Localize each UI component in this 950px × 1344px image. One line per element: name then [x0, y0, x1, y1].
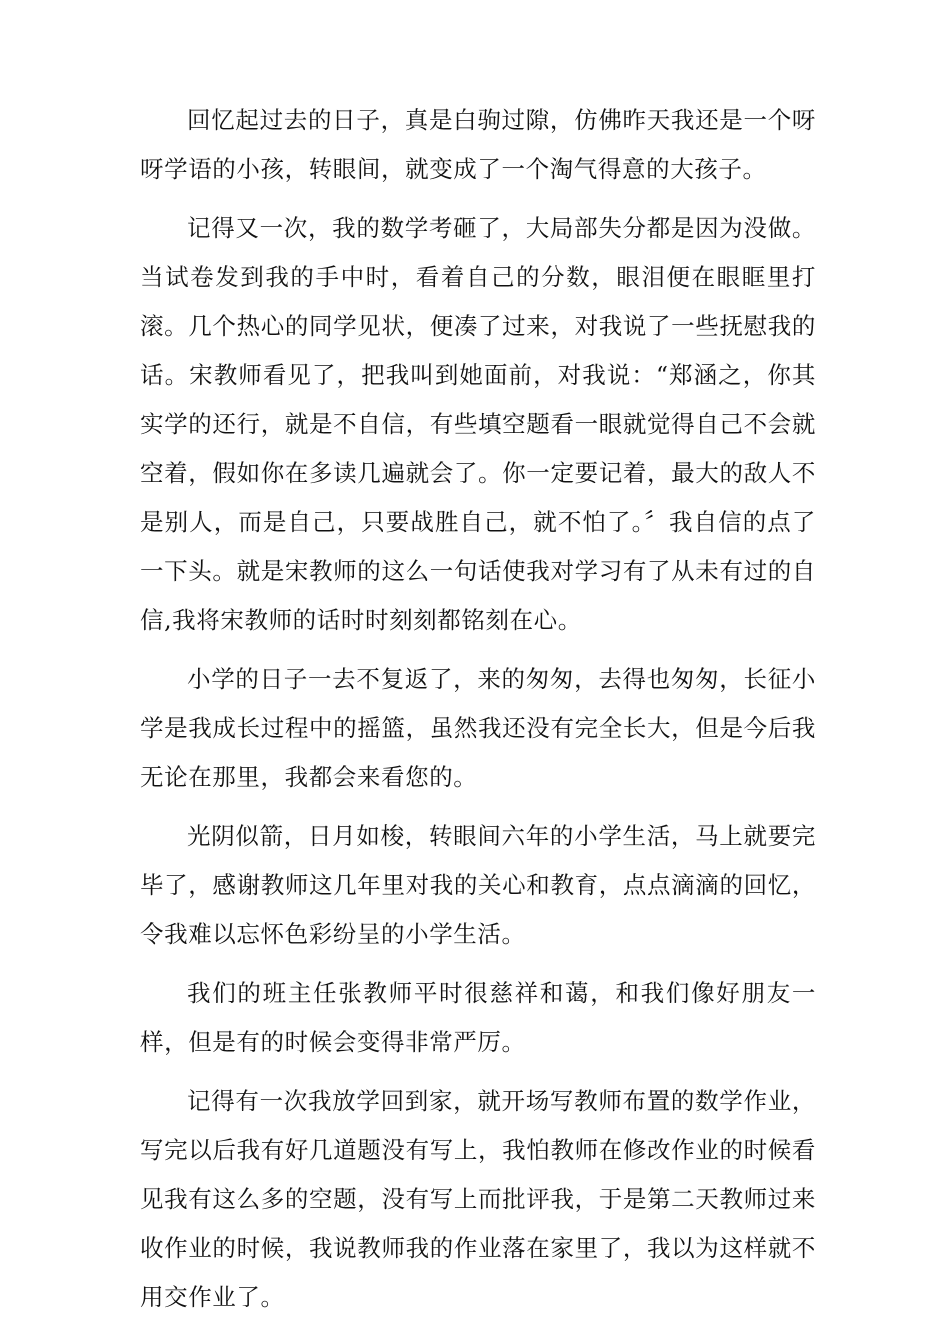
paragraph-3: 小学的日子一去不复返了，来的匆匆，去得也匆匆，长征小学是我成长过程中的摇篮，虽然我还没有完全长大，但是今后我无论在那里，我都会来看您的。 [140, 665, 816, 791]
paragraph-2: 记得又一次，我的数学考砸了，大局部失分都是因为没做。当试卷发到我的手中时，看着自己的分数，眼泪便在眼眶里打滚。几个热心的同学见状，便凑了过来，对我说了一些抚慰我的话。宋教师看见了，把我叫到她面前，对我说：“郑涵之，你其实学的还行，就是不自信，有些填空题看一眼就觉得自己不会就空着，假如你在多读几遍就会了。你一定要记着，最大的敌人不是别人，而是自己，只要战胜自己，就不怕了。〞我自信的点了一下头。就是宋教师的这么一句话使我对学习有了从未有过的自信,我将宋教师的话时时刻刻都铭刻在心。 [140, 214, 816, 634]
document-body [140, 96, 816, 1332]
paragraph-1: 回忆起过去的日子，真是白驹过隙，仿佛昨天我还是一个呀呀学语的小孩，转眼间，就变成了一个淘气得意的大孩子。 [140, 106, 816, 183]
paragraph-4: 光阴似箭，日月如梭，转眼间六年的小学生活，马上就要完毕了，感谢教师这几年里对我的关心和教育，点点滴滴的回忆，令我难以忘怀色彩纷呈的小学生活。 [140, 822, 816, 948]
paragraph-6: 记得有一次我放学回到家，就开场写教师布置的数学作业，写完以后我有好几道题没有写上，我怕教师在修改作业的时候看见我有这么多的空题，没有写上而批评我，于是第二天教师过来收作业的时候，我说教师我的作业落在家里了，我以为这样就不用交作业了。 [140, 1087, 816, 1311]
paragraph-5: 我们的班主任张教师平时很慈祥和蔼，和我们像好朋友一样，但是有的时候会变得非常严厉。 [140, 979, 816, 1056]
